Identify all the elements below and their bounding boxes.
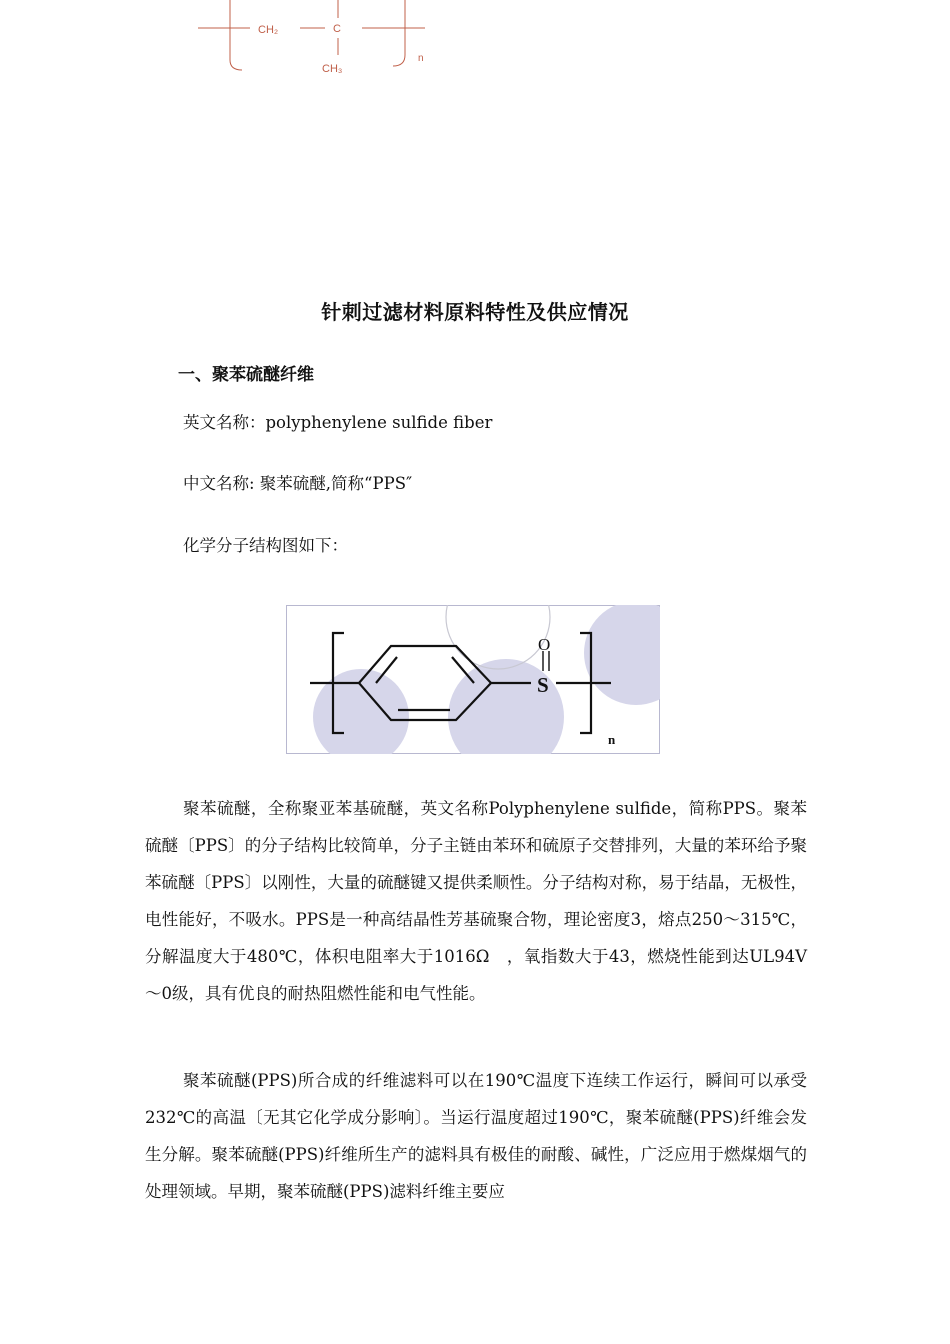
- ch3-label: CH₃: [322, 63, 343, 75]
- section-heading: 一、聚苯硫醚纤维: [178, 365, 314, 385]
- paragraph-pps-overview: 聚苯硫醚，全称聚亚苯基硫醚，英文名称Polyphenylene sulfide，简称PPS。聚苯硫醚〔PPS〕的分子结构比较简单，分子主链由苯环和硫原子交替排列，大量的苯环给予聚苯硫醚〔PPS〕以刚性，大量的硫醚键又提供柔顺性。分子结构对称，易于结晶，无极性，电性能好，不吸水。PPS是一种高结晶性芳基硫聚合物，理论密度3，熔点250～315℃，分解温度大于480℃，体积电阻率大于1016Ω ，氧指数大于43，燃烧性能到达UL94V～0级，具有优良的耐热阻燃性能和电气性能。: [145, 799, 807, 1003]
- fragment-bonds: [198, 0, 425, 70]
- structure-caption: 化学分子结构图如下：: [183, 536, 348, 555]
- english-name-line: 英文名称：polyphenylene sulfide fiber: [183, 413, 493, 432]
- document-title: 针刺过滤材料原料特性及供应情况: [321, 300, 629, 324]
- chinese-name-line: 中文名称: 聚苯硫醚,简称“PPS″: [183, 474, 413, 493]
- ch2-label: CH₂: [258, 24, 279, 36]
- sulfur-atom-label: S: [537, 673, 549, 697]
- pps-structure-diagram: [286, 605, 660, 754]
- repeat-subscript-n: n: [608, 732, 616, 747]
- oxygen-atom-label: O: [538, 635, 551, 654]
- subscript-n-label: n: [418, 53, 424, 64]
- carbon-label: C: [333, 23, 341, 35]
- paragraph-pps-application: 聚苯硫醚(PPS)所合成的纤维滤料可以在190℃温度下连续工作运行，瞬间可以承受232℃的高温〔无其它化学成分影响〕。当运行温度超过190℃，聚苯硫醚(PPS)纤维会发生分解。聚苯硫醚(PPS)纤维所生产的滤料具有极佳的耐酸、碱性，广泛应用于燃煤烟气的处理领域。早期，聚苯硫醚(PPS)滤料纤维主要应: [145, 1071, 807, 1201]
- polymer-fragment-diagram: [190, 0, 450, 80]
